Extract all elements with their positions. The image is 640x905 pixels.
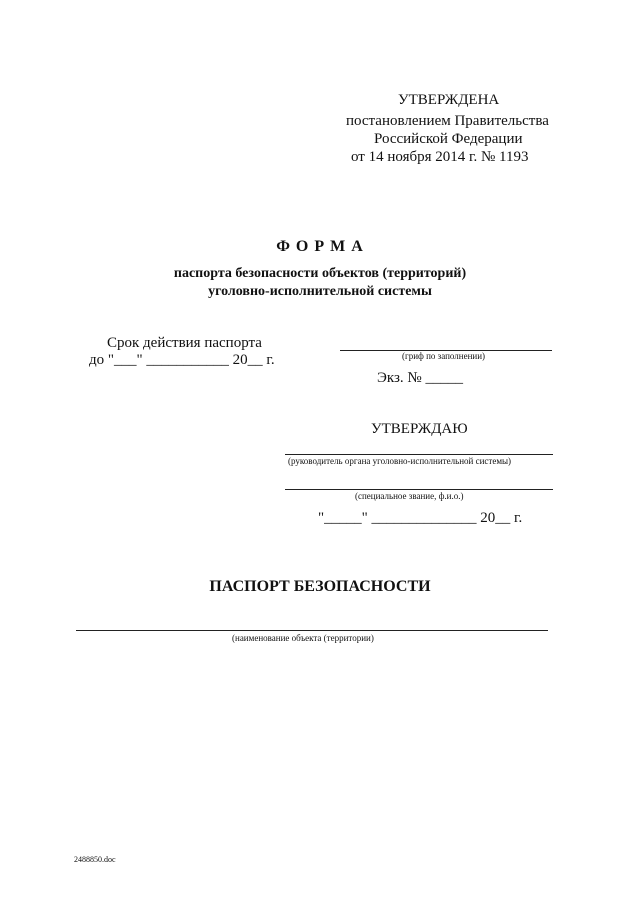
form-subtitle-line-2: уголовно-исполнительной системы xyxy=(208,284,432,299)
validity-date-line: до "___" ___________ 20__ г. xyxy=(89,352,275,368)
footer-filename: 2488850.doc xyxy=(74,855,116,864)
classification-caption: (гриф по заполнении) xyxy=(402,351,486,361)
approve-heading: УТВЕРЖДАЮ xyxy=(371,421,468,437)
rank-caption: (специальное звание, ф.и.о.) xyxy=(355,491,464,501)
approval-line-1: постановлением Правительства xyxy=(346,113,549,129)
object-name-line xyxy=(76,630,548,631)
approval-line-3: от 14 ноября 2014 г. № 1193 xyxy=(351,149,529,165)
form-subtitle-line-1: паспорта безопасности объектов (территорий) xyxy=(173,266,467,281)
approve-date-line: "_____" ______________ 20__ г. xyxy=(318,510,523,526)
approval-line-2: Российской Федерации xyxy=(374,131,523,147)
head-signature-line xyxy=(285,454,553,455)
passport-title: ПАСПОРТ БЕЗОПАСНОСТИ xyxy=(209,578,431,595)
head-caption: (руководитель органа уголовно-исполнительной системы) xyxy=(288,456,512,466)
validity-label: Срок действия паспорта xyxy=(107,335,262,351)
rank-signature-line xyxy=(285,489,553,490)
approval-heading: УТВЕРЖДЕНА xyxy=(398,92,500,108)
form-title: Ф О Р М А xyxy=(276,238,364,255)
copy-number-label: Экз. № _____ xyxy=(377,370,463,386)
object-caption: (наименование объекта (территории) xyxy=(232,633,374,643)
